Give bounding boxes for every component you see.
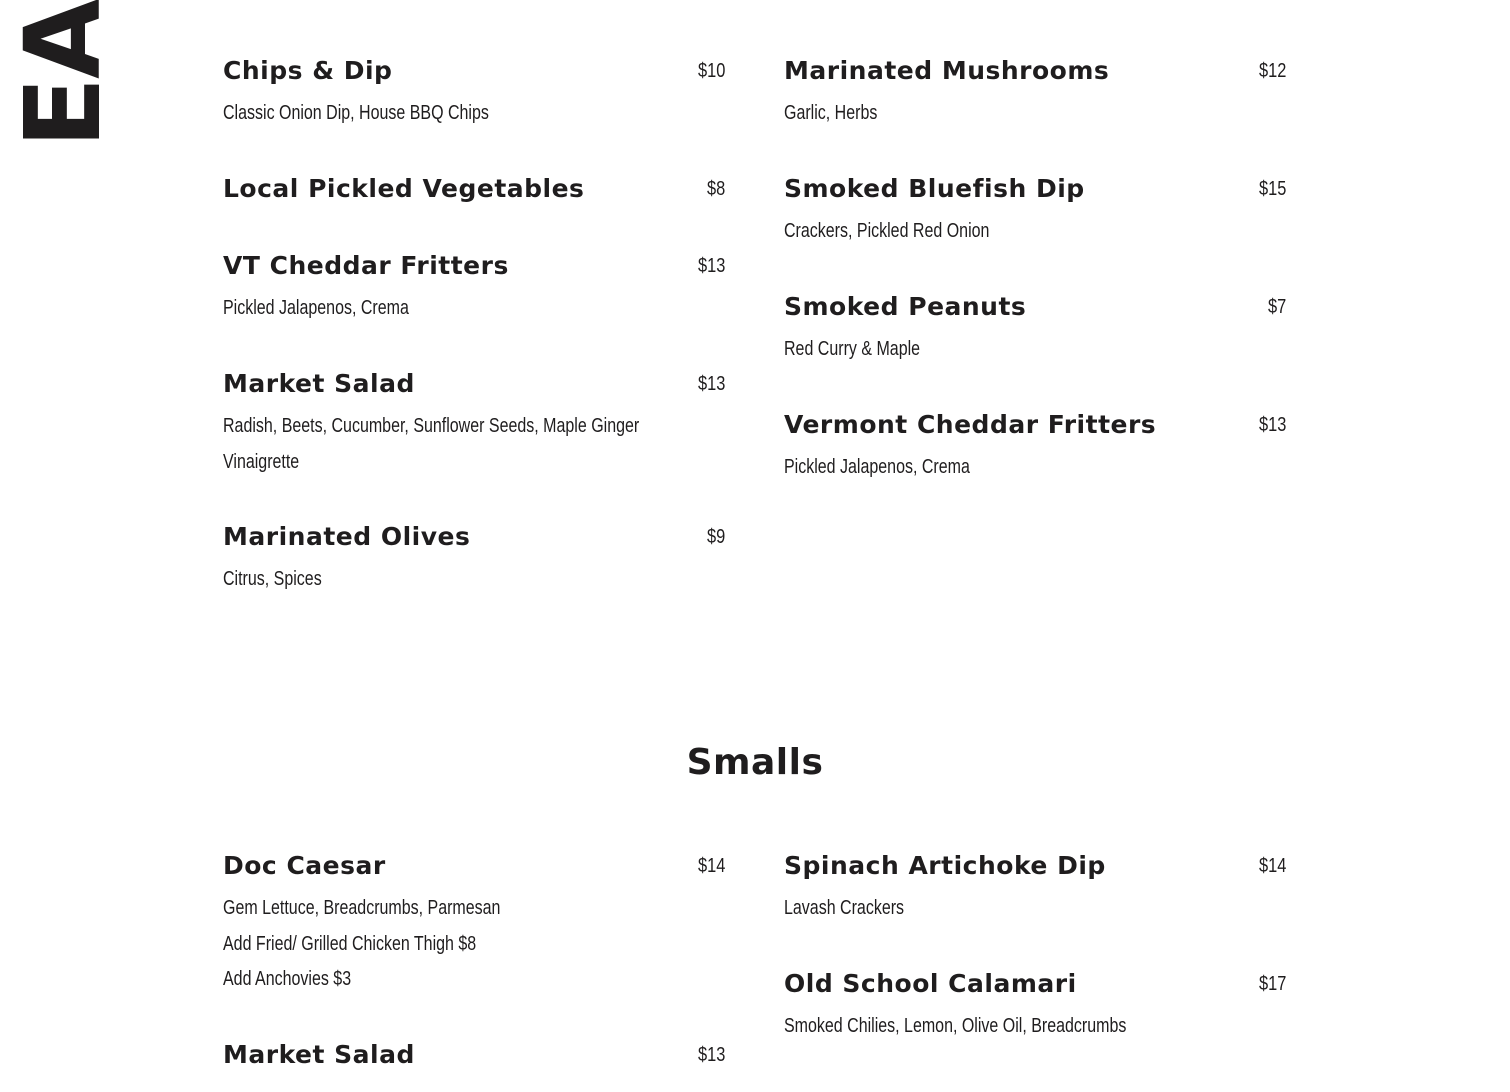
menu-item-description xyxy=(223,409,639,480)
menu-item-price: $14 xyxy=(697,855,725,877)
menu-item-description-line: Add Fried/ Grilled Chicken Thigh $8 xyxy=(223,932,477,955)
menu-item-description-line: Citrus, Spices xyxy=(223,568,322,590)
menu-category-vertical-title xyxy=(2,0,124,148)
menu-item-description xyxy=(784,96,877,132)
menu-item-name: Smoked Peanuts xyxy=(784,292,1027,321)
menu-item-name: Old School Calamari xyxy=(784,969,1077,998)
menu-item-price: $14 xyxy=(1258,855,1286,877)
menu-item-description-line: Pickled Jalapenos, Crema xyxy=(223,297,409,319)
menu-category-vertical-title-text: EA xyxy=(2,0,124,148)
menu-item-price: $7 xyxy=(1267,296,1286,318)
menu-item-price: $12 xyxy=(1258,60,1286,82)
menu-item-description xyxy=(784,891,904,927)
menu-item-description-line: Gem Lettuce, Breadcrumbs, Parmesan xyxy=(223,897,501,919)
menu-item-description-line: Garlic, Herbs xyxy=(784,102,878,124)
menu-item-description xyxy=(784,450,970,486)
menu-item-price: $13 xyxy=(697,1044,725,1066)
menu-item-name: Smoked Bluefish Dip xyxy=(784,174,1085,203)
menu-item-description-line: Crackers, Pickled Red Onion xyxy=(784,220,990,242)
menu-item-price: $10 xyxy=(697,60,725,82)
section-heading-smalls: Smalls xyxy=(686,742,824,783)
menu-item-name: Marinated Olives xyxy=(223,522,471,551)
menu-item-name: Vermont Cheddar Fritters xyxy=(784,410,1157,439)
menu-item-name: Market Salad xyxy=(223,1040,415,1069)
menu-item-description-line: Red Curry & Maple xyxy=(784,338,921,360)
menu-item-price: $17 xyxy=(1258,973,1286,995)
menu-item-description xyxy=(784,332,920,368)
menu-item-description-line: Lavash Crackers xyxy=(784,897,905,919)
menu-item-name: Doc Caesar xyxy=(223,851,386,880)
menu-item-name: Marinated Mushrooms xyxy=(784,56,1110,85)
menu-item-price: $13 xyxy=(1258,414,1286,436)
menu-item-name: Chips & Dip xyxy=(223,56,393,85)
menu-item-name: Local Pickled Vegetables xyxy=(223,174,585,203)
menu-item-description-line: Radish, Beets, Cucumber, Sunflower Seeds, Maple Ginger xyxy=(223,415,640,437)
menu-item-description xyxy=(784,214,989,250)
menu-item-description-line: Pickled Jalapenos, Crema xyxy=(784,456,970,478)
menu-item-price: $13 xyxy=(697,373,725,395)
menu-item-description-line: Vinaigrette xyxy=(223,450,300,473)
menu-item-description xyxy=(223,96,489,132)
menu-item-price: $8 xyxy=(706,178,725,200)
menu-item-description-line: Classic Onion Dip, House BBQ Chips xyxy=(223,102,489,124)
menu-item-description-line: Add Anchovies $3 xyxy=(223,968,352,990)
menu-item-description xyxy=(223,891,500,998)
menu-item-description-line: Smoked Chilies, Lemon, Olive Oil, Breadcrumbs xyxy=(784,1015,1127,1037)
menu-item-price: $13 xyxy=(697,255,725,277)
menu-item-description xyxy=(223,562,322,598)
menu-item-price: $9 xyxy=(706,526,725,548)
menu-item-name: Spinach Artichoke Dip xyxy=(784,851,1106,880)
menu-item-price: $15 xyxy=(1258,178,1286,200)
menu-item-description xyxy=(784,1009,1126,1045)
menu-item-name: Market Salad xyxy=(223,369,415,398)
menu-item-description xyxy=(223,291,409,327)
menu-item-name: VT Cheddar Fritters xyxy=(223,251,509,280)
